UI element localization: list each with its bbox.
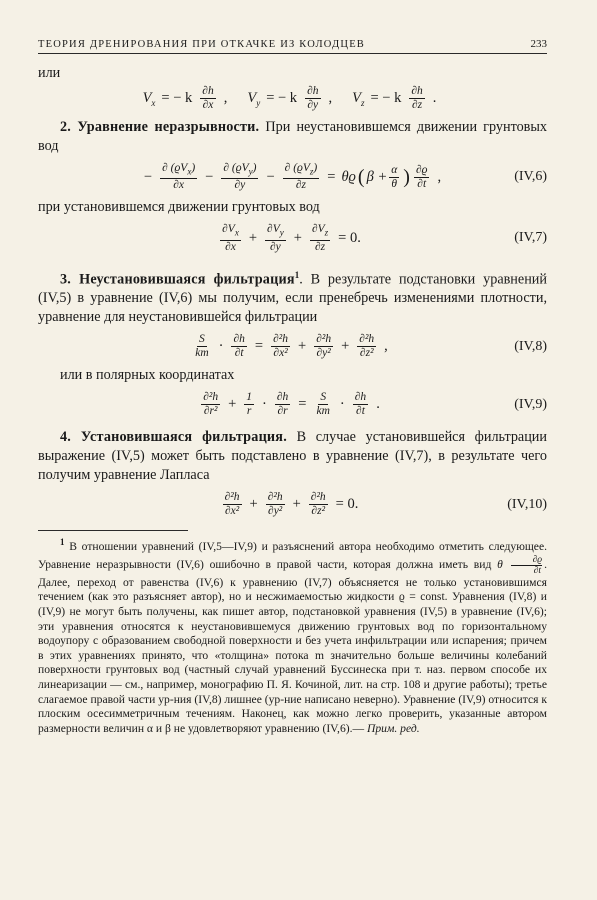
- section-2-heading: 2. Уравнение неразрывности.: [60, 119, 260, 135]
- equation-iv-8: $\frac{S}{km}$ · $\frac{\partial h}{\partial t}$ = $\frac{\text{∂²h}}{\text{∂x²}}$ + $\frac{\text{∂²h}}{\text{∂y²}}$ + $\frac{\text{∂²h}}{\text{∂z²}}$ , (IV,8): [195, 333, 547, 360]
- editor-note: Прим. ред.: [367, 721, 420, 735]
- equation-velocity: $V_x$ = − k $\frac{\partial h}{\partial x}$ , $V_y$ = − k $\frac{\partial h}{\partial y}$ , $V_z$ = − k $\frac{\partial h}{\partial z}$ .: [142, 85, 437, 111]
- footnote: [38, 535, 547, 736]
- equation-iv-9: $\frac{\text{∂²h}}{\text{∂r²}}$ + $\frac{1}{r}$ · $\frac{\partial h}{\partial r}$ = $\frac{S}{km}$ · $\frac{\partial h}{\partial t}$ . (IV,9): [203, 391, 547, 418]
- equation-number-iv-9: (IV,9): [514, 396, 547, 412]
- equation-number-iv-6: (IV,6): [514, 169, 547, 185]
- section-4-paragraph: [38, 428, 547, 485]
- equation-number-iv-10: (IV,10): [507, 496, 547, 512]
- equation-number-iv-8: (IV,8): [514, 338, 547, 354]
- equation-number-iv-7: (IV,7): [514, 230, 547, 246]
- footnote-number: 1: [60, 537, 65, 548]
- footnote-inline-formula: θ $\frac{\partial ϱ}{\partial t}$: [497, 554, 543, 576]
- intro-word: или: [38, 65, 61, 81]
- footnote-part-1: В отношении уравнений (IV,5—IV,9) и разъяснений автора необходимо отметить следующее. Уравнение неразрывности (IV,6) ошибочно в правой части, которая должна иметь вид: [38, 540, 547, 571]
- section-4-text: В случае установившейся фильтрации выражение (IV,5) может быть подставлено в уравнение (IV,7), в результате чего получим уравнение Лапласа: [38, 429, 547, 484]
- section-2-after-text: при установившемся движении грунтовых вод: [38, 199, 320, 216]
- running-title: ТЕОРИЯ ДРЕНИРОВАНИЯ ПРИ ОТКАЧКЕ ИЗ КОЛОДЦЕВ: [38, 39, 366, 50]
- section-2-paragraph: [38, 118, 547, 156]
- section-2-text: При неустановившемся движении грунтовых вод: [38, 119, 548, 154]
- footnote-part-2: . Далее, переход от равенства (IV,6) к уравнению (IV,7) объясняется не только установившимся течением (как это разъясняет автор), но и несжимаемостью жидкости ϱ = const. Уравнения (IV,8) и (IV,9) не могут быть получены, как пишет автор, подстановкой уравнения (IV,5) в уравнение (IV,6); эти уравнения относятся к неустановившемуся движению грунтовых вод по горизонтальному водоупору с образованием свободной поверхности и без учета инфильтрации или испарения; причем в этих уравнениях принято, что «толщина» потока m значительно больше величины колебаний поверхности грунтовых вод (частный случай уравнений Буссинеска при т. наз. первом способе их линеаризации — см., например, монографию П. Я. Кочиной, лит. на стр. 108 и другие работы); третье слагаемое правой части ур-ния (IV,8) лишнее (ур-ние написано неверно). Уравнение (IV,9) относится к плоским осесимметричным течениям. Наконец, как можно легко проверить, указанные автором размерности величин α и β не удовлетворяют уравнению (IV,6).—: [38, 557, 548, 735]
- section-3-text: . В результате подстановки уравнений (IV,5) в уравнение (IV,6) мы получим, если пренебречь изменениями плотности, уравнение для неустановившейся фильтрации: [38, 271, 547, 326]
- running-header: [38, 38, 547, 54]
- page-number: 233: [530, 38, 547, 50]
- equation-iv-6: − $\frac{\partial (ϱV_x)}{\partial x}$ − $\frac{\partial (ϱV_y)}{\partial y}$ − $\frac{\partial (ϱV_z)}{\partial z}$ = θϱ ( β + $\frac{\alpha}{\theta}$ ) $\frac{\partial ϱ}{\partial t}$ , (IV,6): [143, 162, 547, 192]
- section-3-heading: 3. Неустановившаяся фильтрация: [60, 271, 295, 288]
- equation-iv-10: $\frac{\text{∂²h}}{\text{∂x²}}$ + $\frac{\text{∂²h}}{\text{∂y²}}$ + $\frac{\text{∂²h}}{\text{∂z²}}$ = 0. (IV,10): [224, 491, 547, 518]
- equation-iv-7: $\frac{\partial V_x}{\partial x}$ + $\frac{\partial V_y}{\partial y}$ + $\frac{\partial V_z}{\partial z}$ = 0. (IV,7): [222, 223, 547, 253]
- polar-text: или в полярных координатах: [60, 367, 235, 384]
- section-4-heading: 4. Установившаяся фильтрация.: [60, 429, 287, 446]
- footnote-divider: [38, 530, 188, 531]
- section-3-paragraph: [38, 266, 547, 328]
- footnote-mark: 1: [294, 269, 300, 280]
